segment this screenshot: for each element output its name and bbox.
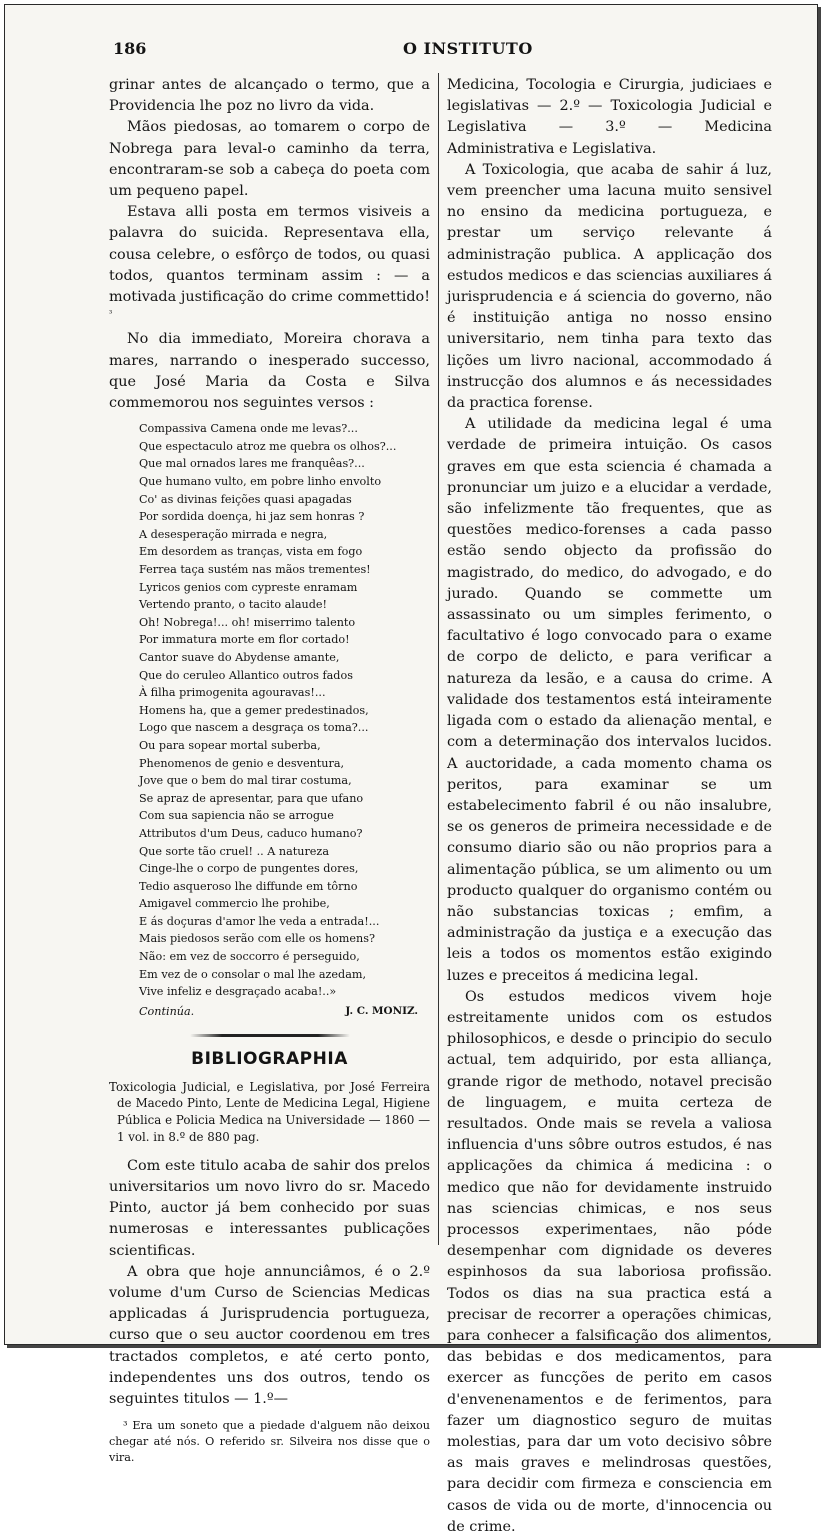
footnote	[109, 1418, 430, 1466]
poem-line: Amigavel commercio lhe prohibe,	[139, 897, 330, 911]
paragraph: No dia immediato, Moreira chorava a mares, narrando o inesperado successo, que José Maria da Costa e Silva commemorou nos seguintes versos :	[109, 331, 430, 412]
poem-line: Em desordem as tranças, vista em fogo	[139, 545, 363, 559]
paragraph: Os estudos medicos vivem hoje estreitamente unidos com os estudos philosophicos, e desde o principio do seculo actual, tem adquirido, por esta alliança, grande rigor de methodo, notavel precisão de linguagem, e muita certeza de resultados. Onde mais se revela a valiosa influencia d'uns sôbre outros estudos, é nas applicações da chimica á medicina : o medico que não for devidamente instruido nas sciencias chimicas, e nos seus processos experimentaes, não póde desempenhar com dignidade os deveres espinhosos da sua laboriosa profissão. Todos os dias na sua practica está a precisar de recorrer a operações chimicas, para conhecer a falsificação dos alimentos, das bebidas e dos medicamentos, para exercer as funcções de perito em casos d'envenenamentos e de ferimentos, para fazer um diagnostico seguro de muitas molestias, para dar um voto decisivo sôbre as mais graves e melindrosas questões, para decidir com firmeza e consciencia em casos de vida ou de morte, d'innocencia ou de crime.	[447, 988, 772, 1535]
poem-line: Compassiva Camena onde me levas?...	[139, 422, 358, 436]
paragraph: Com este titulo acaba de sahir dos prelos universitarios um novo livro do sr. Macedo Pinto, auctor já bem conhecido por suas numerosas e interessantes publicações scientificas.	[109, 1157, 430, 1259]
poem-line: Lyricos genios com cypreste enramam	[139, 580, 358, 594]
poem-line: Attributos d'um Deus, caduco humano?	[139, 826, 363, 840]
poem-line: Phenomenos de genio e desventura,	[139, 756, 345, 770]
poem-line: Mais piedosos serão com elle os homens?	[139, 932, 375, 946]
paragraph: A Toxicologia, que acaba de sahir á luz, vem preencher uma lacuna muito sensivel no ensino da medicina portugueza, e prestar um serviço relevante á administração publica. A applicação dos estudos medicos e das sciencias auxiliares á jurisprudencia e á sciencia do governo, não é instituição antiga no nosso ensino universitario, nem tinha para texto das lições um livro nacional, accommodado á instrucção dos alumnos e ás necessidades da practica forense.	[447, 161, 772, 412]
section-rule	[190, 1034, 350, 1037]
poem-line: Homens ha, que a gemer predestinados,	[139, 703, 369, 717]
poem-line: Vertendo pranto, o tacito alaude!	[139, 598, 328, 612]
poem-line: Que mal ornados lares me franquêas?...	[139, 457, 365, 471]
poem-line: Jove que o bem do mal tirar costuma,	[139, 774, 352, 788]
poem-line: Cinge-lhe o corpo de pungentes dores,	[139, 862, 359, 876]
paragraph: Medicina, Tocologia e Cirurgia, judiciaes e legislativas — 2.º — Toxicologia Judicial e Legislativa — 3.º — Medicina Administrativa e Legislativa.	[447, 77, 772, 157]
poem-footer	[139, 1003, 430, 1021]
poem-line: Logo que nascem a desgraça os toma?...	[139, 721, 369, 735]
paragraph	[109, 202, 430, 329]
poem-line: Por immatura morte em flor cortado!	[139, 633, 350, 647]
poem-line: Co' as divinas feições quasi apagadas	[139, 492, 352, 506]
poem-line: Ou para sopear mortal suberba,	[139, 738, 321, 752]
page-number: 186	[113, 39, 147, 58]
poem-line: Cantor suave do Abydense amante,	[139, 650, 340, 664]
footnote-text: ³ Era um soneto que a piedade d'alguem não deixou chegar até nós. O referido sr. Silveira nos disse que o vira.	[109, 1419, 430, 1465]
poem-line: Que humano vulto, em pobre linho envolto	[139, 475, 382, 489]
section-title: BIBLIOGRAPHIA	[191, 1049, 348, 1070]
footnote-marker: ³	[109, 309, 113, 319]
poem-line: Que sorte tão cruel! .. A natureza	[139, 844, 329, 858]
continua-label: Continúa.	[139, 1004, 195, 1018]
paragraph: A utilidade da medicina legal é uma verdade de primeira intuição. Os casos graves em que esta sciencia é chamada a pronunciar um juizo e a elucidar a verdade, são infelizmente tão frequentes, que as questões medico-forenses a cada passo estão sendo objecto da profissão do magistrado, do medico, do advogado, e do jurado. Quando se commette um assassinato ou um simples ferimento, o facultativo é logo convocado para o exame de corpo de delicto, e para verificar a natureza da lesão, e a causa do crime. A validade dos testamentos está inteiramente ligada com o estado da alienação mental, e com a determinação dos intervalos lucidos. A auctoridade, a cada momento chama os peritos, para examinar se um estabelecimento fabril é ou não insalubre, se os generos de primeira necessidade e de consumo diario são ou não proprios para a alimentação pública, se um alimento ou um producto qualquer do organismo contém ou não substancias toxicas ; emfim, a administração da justiça e a execução das leis a todos os momentos estão exigindo luzes e preceitos á medicina legal.	[447, 416, 772, 984]
poem-line: A desesperação mirrada e negra,	[139, 527, 328, 541]
poem-line: À filha primogenita agouravas!...	[139, 686, 326, 700]
document-page	[4, 4, 818, 1535]
paragraph-text: Estava alli posta em termos visiveis a palavra do suicida. Representava ella, cousa celebre, o esfôrço de todos, ou quasi todos, quantos terminam assim : — a motivada justificação do crime commettido!	[109, 204, 430, 306]
poem-line: Oh! Nobrega!... oh! miserrimo talento	[139, 615, 356, 629]
poem-line: Que do ceruleo Allantico outros fados	[139, 668, 353, 682]
poem-line: Com sua sapiencia não se arrogue	[139, 809, 334, 823]
poem-line: Não: em vez de soccorro é perseguido,	[139, 950, 360, 964]
poem-line: Que espectaculo atroz me quebra os olhos?...	[139, 439, 397, 453]
poem-line: Se apraz de apresentar, para que ufano	[139, 791, 364, 805]
paragraph: A obra que hoje annunciâmos, é o 2.º volume d'um Curso de Sciencias Medicas applicadas á Jurisprudencia portugueza, curso que o seu auctor coordenou em tres tractados completos, e até certo ponto, independentes uns dos outros, tendo os seguintes titulos — 1.º—	[109, 1263, 430, 1408]
running-head: O INSTITUTO	[403, 39, 533, 58]
poem-line: Por sordida doença, hi jaz sem honras ?	[139, 510, 365, 524]
poem-line: E ás doçuras d'amor lhe veda a entrada!...	[139, 914, 380, 928]
poem-line: Tedio asqueroso lhe diffunde em tôrno	[139, 879, 358, 893]
poem-line: Vive infeliz e desgraçado acaba!..»	[139, 985, 337, 999]
poem-line: Em vez de o consolar o mal lhe azedam,	[139, 967, 367, 981]
book-entry: Toxicologia Judicial, e Legislativa, por José Ferreira de Macedo Pinto, Lente de Medicina Legal, Higiene Pública e Policia Medica na Universidade — 1860 — 1 vol. in 8.º de 880 pag.	[109, 1079, 430, 1145]
column-divider	[438, 73, 439, 1245]
page-header	[113, 39, 765, 61]
paragraph: grinar antes de alcançado o termo, que a Providencia lhe poz no livro da vida.	[109, 77, 430, 115]
poem-line: Ferrea taça sustém nas mãos trementes!	[139, 563, 371, 576]
poem	[139, 420, 430, 1020]
left-column	[109, 75, 430, 1466]
right-column	[447, 75, 772, 1538]
poem-signature: J. C. MONIZ.	[345, 1004, 418, 1017]
paragraph: Mãos piedosas, ao tomarem o corpo de Nobrega para leval-o caminho da terra, encontraram-se sob a cabeça do poeta com um pequeno papel.	[109, 119, 430, 200]
